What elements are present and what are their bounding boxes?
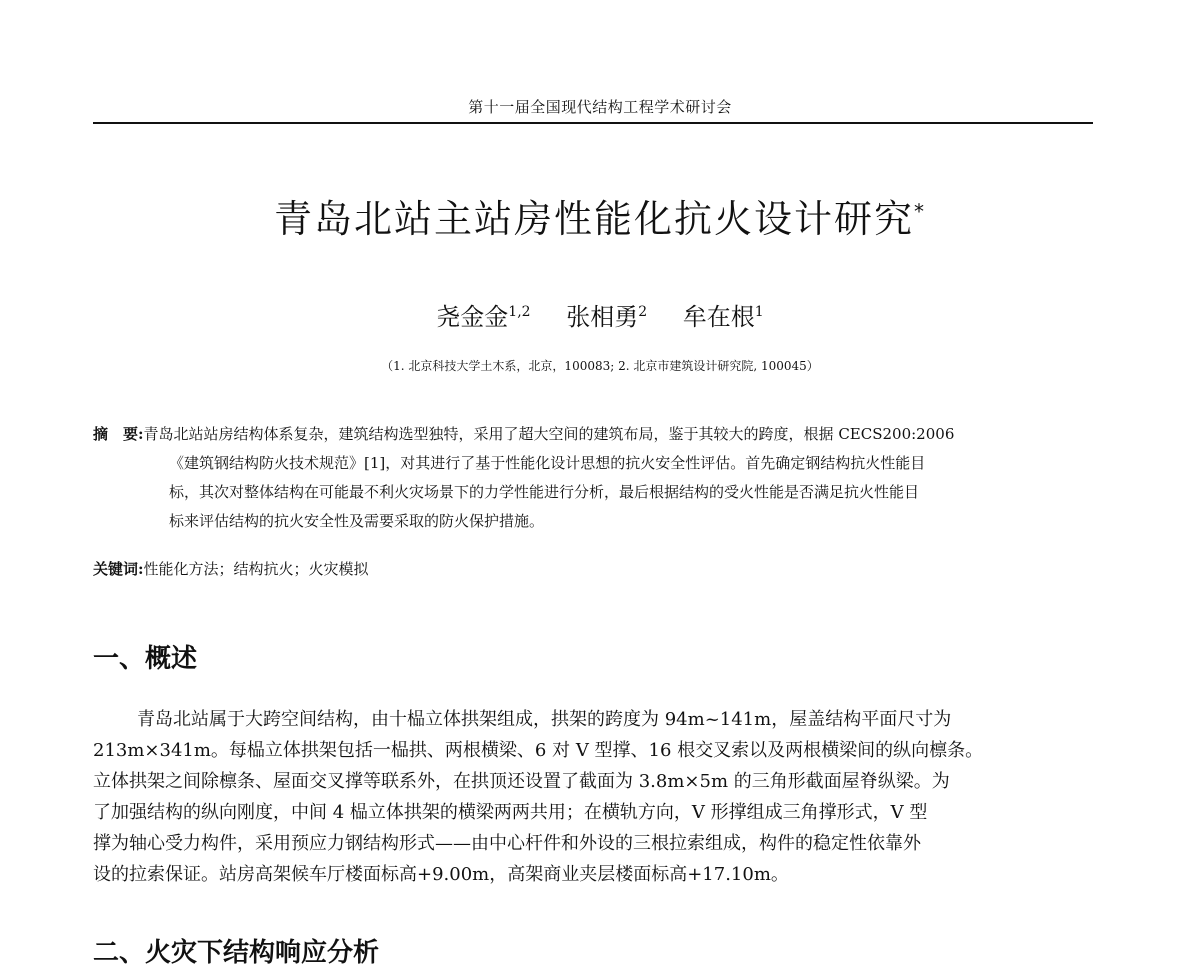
author-affil-mark: 2 — [638, 304, 648, 320]
author — [566, 303, 647, 331]
body-line: 撑为轴心受力构件，采用预应力钢结构形式——由中心杆件和外设的三根拉索组成，构件的稳定性依靠外 — [93, 833, 921, 854]
author-affil-mark: 1 — [754, 304, 764, 320]
section-heading-2: 二、火灾下结构响应分析 — [93, 938, 380, 968]
author-affil-mark: 1,2 — [508, 304, 531, 320]
abstract — [93, 420, 1093, 536]
abstract-label: 摘 要: — [93, 425, 144, 443]
abstract-line — [93, 420, 1093, 449]
section-body — [93, 704, 1093, 890]
author — [436, 303, 530, 331]
author-name: 张相勇 — [566, 303, 639, 331]
title-text: 青岛北站主站房性能化抗火设计研究 — [273, 197, 914, 241]
abstract-line: 标，其次对整体结构在可能最不利火灾场景下的力学性能进行分析，最后根据结构的受火性能是否满足抗火性能目 — [169, 483, 920, 501]
body-line: 了加强结构的纵向刚度，中间 4 榀立体拱架的横梁两两共用；在横轨方向，V 形撑组成三角撑形式，V 型 — [93, 802, 928, 823]
abstract-line: 《建筑钢结构防火技术规范》[1]，对其进行了基于性能化设计思想的抗火安全性评估。首先确定钢结构抗火性能目 — [169, 454, 926, 472]
body-line: 设的拉索保证。站房高架候车厅楼面标高+9.00m，高架商业夹层楼面标高+17.10m。 — [93, 864, 789, 885]
header-rule — [93, 122, 1093, 124]
paper-title — [0, 188, 1200, 243]
keywords — [93, 558, 369, 579]
title-footnote-mark: * — [914, 199, 926, 224]
abstract-line: 标来评估结构的抗火安全性及需要采取的防火保护措施。 — [169, 512, 545, 530]
running-header: 第十一届全国现代结构工程学术研讨会 — [468, 98, 732, 116]
abstract-text: 青岛北站站房结构体系复杂，建筑结构选型独特，采用了超大空间的建筑布局，鉴于其较大的跨度，根据 CECS200:2006 — [143, 425, 955, 443]
body-line: 青岛北站属于大跨空间结构，由十榀立体拱架组成，拱架的跨度为 94m~141m，屋盖结构平面尺寸为 — [137, 709, 952, 730]
keywords-text: 性能化方法；结构抗火；火灾模拟 — [143, 560, 369, 578]
author-list — [0, 297, 1200, 332]
body-line: 立体拱架之间除檩条、屋面交叉撑等联系外，在拱顶还设置了截面为 3.8m×5m 的三角形截面屋脊纵梁。为 — [93, 771, 950, 792]
affiliations: （1. 北京科技大学土木系，北京，100083; 2. 北京市建筑设计研究院, 100045） — [381, 359, 819, 373]
body-line: 213m×341m。每榀立体拱架包括一榀拱、两根横梁、6 对 V 型撑、16 根交叉索以及两根横梁间的纵向檩条。 — [93, 740, 984, 761]
keywords-label: 关键词: — [93, 560, 144, 578]
author — [683, 303, 764, 331]
author-name: 尧金金 — [436, 303, 509, 331]
section-heading: 一、概述 — [93, 644, 198, 674]
author-name: 牟在根 — [682, 303, 755, 331]
